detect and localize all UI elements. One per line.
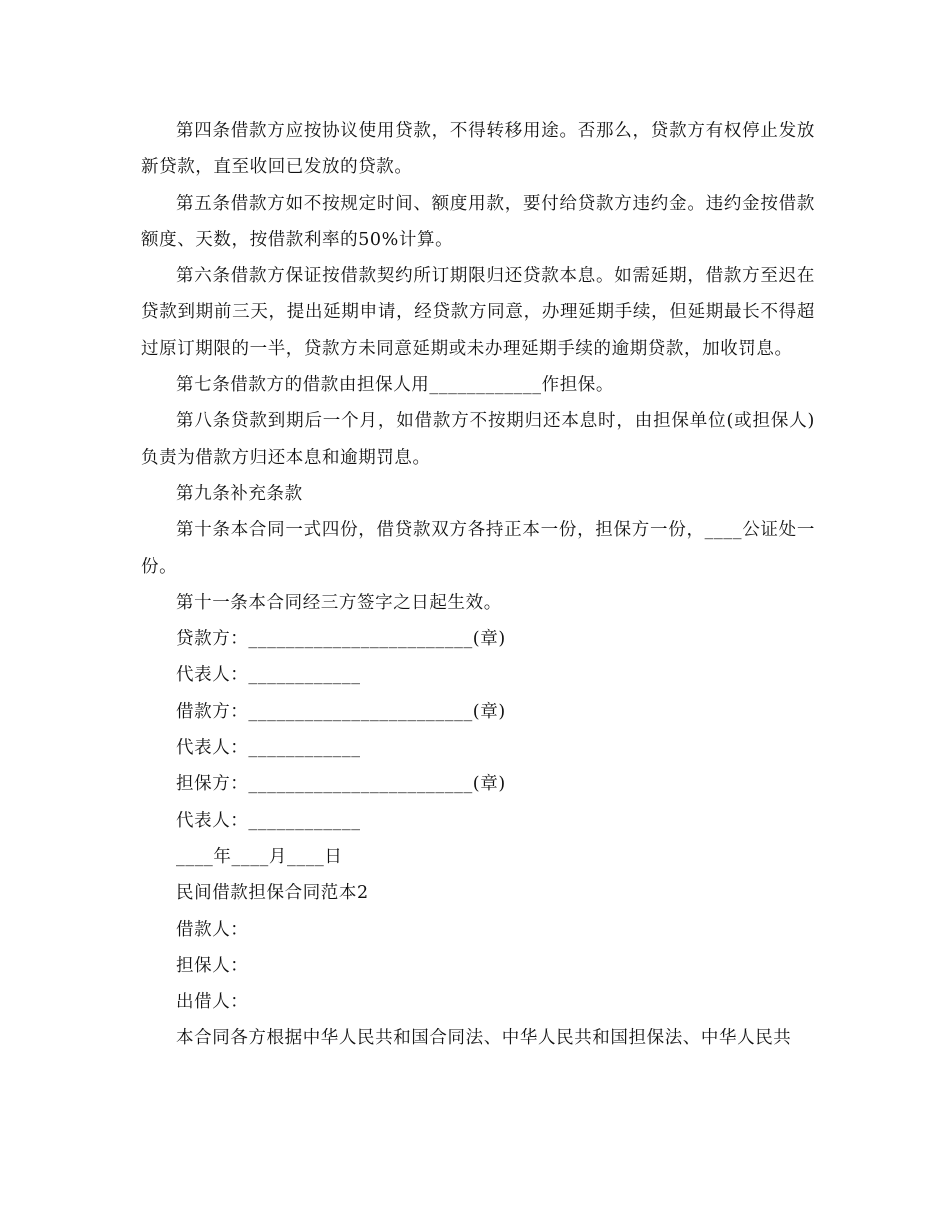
clause-11: 第十一条本合同经三方签字之日起生效。 [176,592,502,613]
guarantor-representative-line: 代表人：____________ [176,810,361,831]
clause-9: 第九条补充条款 [176,483,303,504]
lender-signature-line: 贷款方：________________________(章) [176,629,506,650]
guarantor-signature-line: 担保方：________________________(章) [176,774,506,795]
borrower-party-line: 借款人： [176,919,249,940]
clause-10: 第十条本合同一式四份，借贷款双方各持正本一份，担保方一份，____公证处一份。 [141,520,815,577]
section2-intro: 本合同各方根据中华人民共和国合同法、中华人民共和国担保法、中华人民共 [176,1028,792,1049]
date-line: ____年____月____日 [176,846,343,867]
borrower-signature-line: 借款方：________________________(章) [176,701,506,722]
lender-party-line: 出借人： [176,992,249,1013]
clause-4: 第四条借款方应按协议使用贷款，不得转移用途。否那么，贷款方有权停止发放新贷款，直至收回已发放的贷款。 [141,121,815,178]
document-body [141,113,815,1057]
lender-representative-line: 代表人：____________ [176,665,361,686]
guarantor-party-line: 担保人： [176,955,249,976]
clause-8: 第八条贷款到期后一个月，如借款方不按期归还本息时，由担保单位(或担保人)负责为借款方归还本息和逾期罚息。 [141,411,815,468]
section2-title: 民间借款担保合同范本2 [176,883,369,904]
clause-7: 第七条借款方的借款由担保人用____________作担保。 [176,375,614,396]
clause-5: 第五条借款方如不按规定时间、额度用款，要付给贷款方违约金。违约金按借款额度、天数，按借款利率的50%计算。 [141,193,815,250]
borrower-representative-line: 代表人：____________ [176,738,361,759]
clause-6: 第六条借款方保证按借款契约所订期限归还贷款本息。如需延期，借款方至迟在贷款到期前三天，提出延期申请，经贷款方同意，办理延期手续，但延期最长不得超过原订期限的一半，贷款方未同意延期或未办理延期手续的逾期贷款，加收罚息。 [141,266,815,359]
